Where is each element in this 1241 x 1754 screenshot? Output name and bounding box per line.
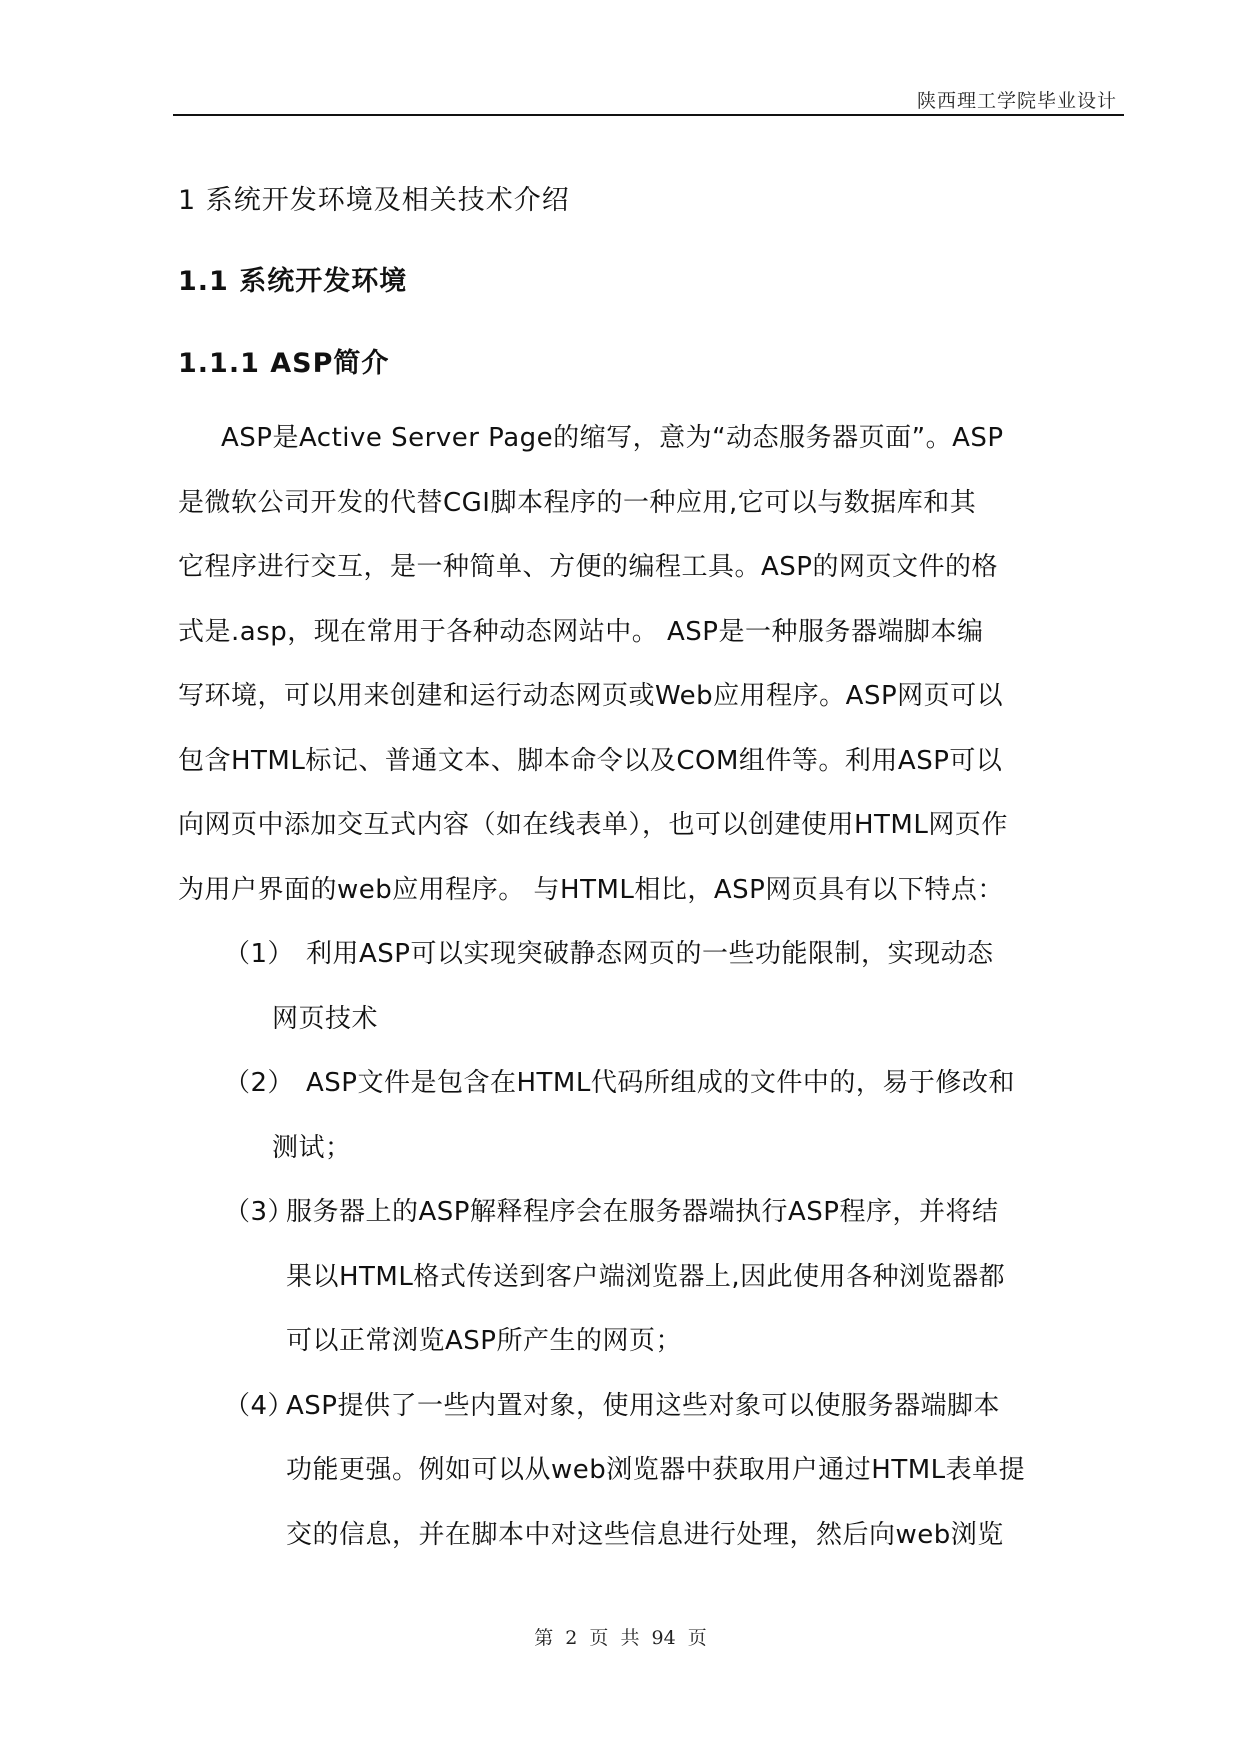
subsection-heading: 1.1.1 ASP简介	[178, 348, 390, 379]
list-text: 功能更强。例如可以从web浏览器中获取用户通过HTML表单提	[286, 1455, 1026, 1485]
page-footer: 第 2 页 共 94 页	[534, 1627, 707, 1649]
paragraph-line: 向网页中添加交互式内容（如在线表单），也可以创建使用HTML网页作	[178, 810, 1008, 840]
list-text: 服务器上的ASP解释程序会在服务器端执行ASP程序，并将结	[286, 1197, 999, 1227]
list-text: 利用ASP可以实现突破静态网页的一些功能限制，实现动态	[306, 939, 994, 969]
chapter-heading: 1 系统开发环境及相关技术介绍	[178, 185, 570, 216]
list-text: ASP提供了一些内置对象，使用这些对象可以使服务器端脚本	[286, 1390, 1000, 1421]
list-number: （1）	[224, 939, 295, 969]
list-item	[224, 1051, 1124, 1180]
section-heading: 1.1 系统开发环境	[178, 266, 408, 297]
list-text: 交的信息，并在脚本中对这些信息进行处理，然后向web浏览	[286, 1519, 1004, 1550]
list-number: （4）	[224, 1390, 295, 1421]
list-number: （3）	[224, 1197, 295, 1227]
paragraph-line: 它程序进行交互，是一种简单、方便的编程工具。ASP的网页文件的格	[178, 552, 998, 582]
paragraph-line: 为用户界面的web应用程序。 与HTML相比，ASP网页具有以下特点：	[178, 874, 1004, 905]
paragraph-line: 式是.asp，现在常用于各种动态网站中。 ASP是一种服务器端脚本编	[178, 616, 984, 647]
list-text: 果以HTML格式传送到客户端浏览器上,因此使用各种浏览器都	[286, 1261, 1006, 1292]
intro-paragraph	[178, 406, 1118, 922]
paragraph-line: 是微软公司开发的代替CGI脚本程序的一种应用,它可以与数据库和其	[178, 487, 977, 518]
list-number: （2）	[224, 1068, 295, 1098]
list-text: ASP文件是包含在HTML代码所组成的文件中的，易于修改和	[306, 1068, 1015, 1098]
running-header: 陕西理工学院毕业设计	[916, 90, 1117, 112]
paragraph-line: 包含HTML标记、普通文本、脚本命令以及COM组件等。利用ASP可以	[178, 745, 1003, 776]
list-text: 可以正常浏览ASP所产生的网页；	[286, 1326, 682, 1356]
list-item	[224, 1180, 1124, 1374]
list-text: 测试；	[272, 1132, 352, 1163]
feature-list	[224, 922, 1124, 1567]
list-item	[224, 1374, 1124, 1568]
list-item	[224, 922, 1124, 1051]
paragraph-line: ASP是Active Server Page的缩写，意为“动态服务器页面”。ASP	[221, 423, 1004, 453]
list-text: 网页技术	[272, 1003, 379, 1034]
header-rule	[173, 114, 1124, 116]
paragraph-line: 写环境，可以用来创建和运行动态网页或Web应用程序。ASP网页可以	[178, 681, 1004, 711]
